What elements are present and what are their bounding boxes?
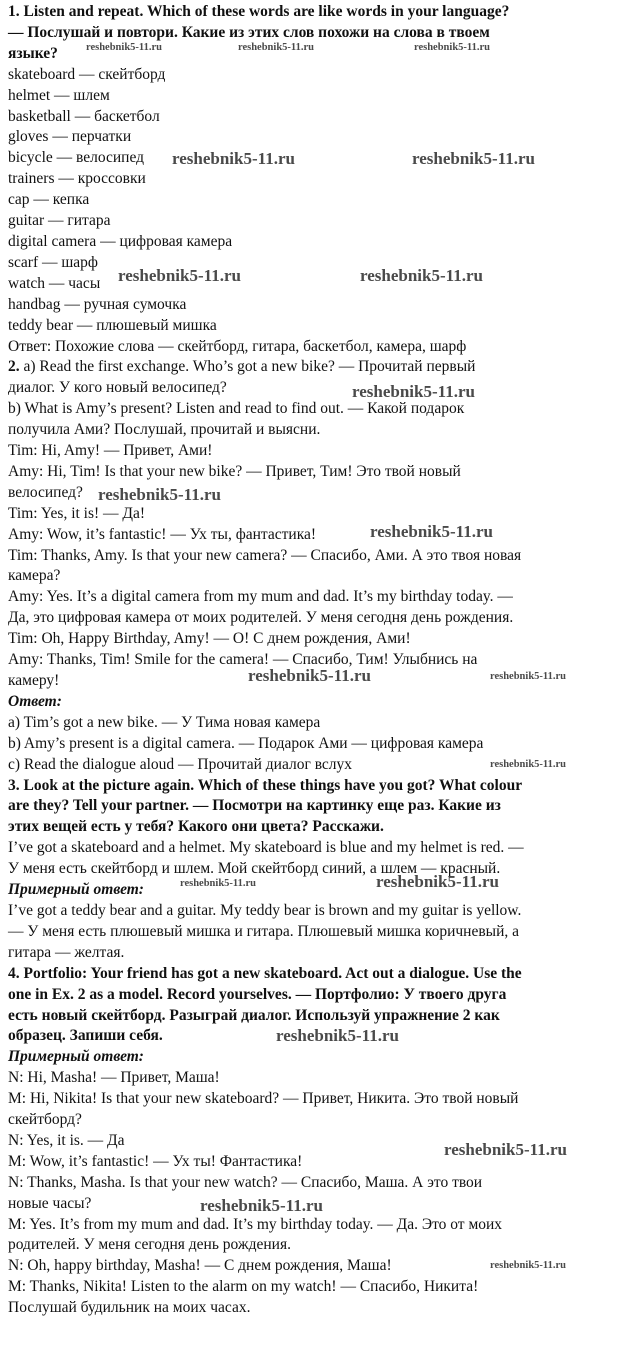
text-line: Примерный ответ: [8,1048,144,1066]
text-line: c) Read the dialogue aloud — Прочитай диалог вслух [8,755,353,773]
text-line: basketball — баскетбол [8,107,160,125]
text-line: handbag — ручная сумочка [8,295,187,313]
text-line: — Послушай и повтори. Какие из этих слов похожи на слова в твоем [8,23,490,41]
watermark: reshebnik5-11.ru [200,1196,323,1215]
text-line: M: Yes. It’s from my mum and dad. It’s my birthday today. — Да. Это от моих [8,1215,503,1233]
text-line: one in Ex. 2 as a model. Record yourselves. — Портфолио: У твоего друга [8,985,507,1003]
text-line: Послушай будильник на моих часах. [8,1299,251,1317]
watermark: reshebnik5-11.ru [248,666,371,685]
watermark: reshebnik5-11.ru [376,872,499,891]
text-line: M: Wow, it’s fantastic! — Ух ты! Фантастика! [8,1152,303,1170]
watermark: reshebnik5-11.ru [172,149,295,168]
text-line: Ответ: Похожие слова — скейтборд, гитара, баскетбол, камера, шарф [8,337,467,355]
text-line: b) Amy’s present is a digital camera. — Подарок Ами — цифровая камера [8,734,484,752]
watermark: reshebnik5-11.ru [490,1260,566,1271]
text-line: watch — часы [8,274,101,292]
text-line: Tim: Oh, Happy Birthday, Amy! — О! С днем рождения, Ами! [8,630,411,648]
text-line: получила Ами? Послушай, прочитай и выясни. [8,421,321,439]
text-line: N: Yes, it is. — Да [8,1131,125,1149]
text-line: a) Tim’s got a new bike. — У Тима новая камера [8,713,321,731]
text-line: helmet — шлем [8,86,110,104]
text-line: Да, это цифровая камера от моих родителей. У меня сегодня день рождения. [8,609,514,627]
text-line: новые часы? [8,1194,92,1212]
text-line: этих вещей есть у тебя? Какого они цвета? Расскажи. [8,818,384,836]
text-line: скейтборд? [8,1111,82,1129]
text-line: N: Oh, happy birthday, Masha! — С днем рождения, Маша! [8,1257,392,1275]
text-line: родителей. У меня сегодня день рождения. [8,1236,291,1254]
watermark: reshebnik5-11.ru [370,522,493,541]
watermark: reshebnik5-11.ru [360,266,483,285]
text-line: are they? Tell your partner. — Посмотри на картинку еще раз. Какие из [8,797,501,815]
text-line: 2. a) Read the first exchange. Who’s got a new bike? — Прочитай первый [8,358,476,376]
text-line: велосипед? [8,483,83,501]
text-line: Tim: Hi, Amy! — Привет, Ами! [8,442,213,460]
watermark: reshebnik5-11.ru [86,42,162,53]
watermark: reshebnik5-11.ru [444,1140,567,1159]
watermark: reshebnik5-11.ru [352,382,475,401]
exercise-number: 2. [8,358,20,376]
text-line: образец. Запиши себя. [8,1027,163,1045]
text-line: Tim: Yes, it is! — Да! [8,504,146,522]
text-line: — У меня есть плюшевый мишка и гитара. Плюшевый мишка коричневый, а [8,922,520,940]
watermark: reshebnik5-11.ru [238,42,314,53]
text-line: N: Thanks, Masha. Is that your new watch? — Спасибо, Маша. А это твои [8,1173,483,1191]
text-line: Amy: Wow, it’s fantastic! — Ух ты, фантастика! [8,525,317,543]
watermark: reshebnik5-11.ru [118,266,241,285]
watermark: reshebnik5-11.ru [490,759,566,770]
text-line: Amy: Thanks, Tim! Smile for the camera! — Спасибо, Тим! Улыбнись на [8,651,478,669]
text-line: 1. Listen and repeat. Which of these words are like words in your language? [8,3,510,20]
text-line: I’ve got a skateboard and a helmet. My skateboard is blue and my helmet is red. — [8,839,524,857]
text-line: skateboard — скейтборд [8,65,166,83]
text-line: есть новый скейтборд. Разыграй диалог. Используй упражнение 2 как [8,1006,500,1024]
document-text [8,2,616,1319]
text-line: teddy bear — плюшевый мишка [8,316,217,334]
text-line: gloves — перчатки [8,128,132,146]
text-line: Amy: Hi, Tim! Is that your new bike? — Привет, Тим! Это твой новый [8,462,461,480]
text-line: 4. Portfolio: Your friend has got a new skateboard. Act out a dialogue. Use the [8,964,522,982]
watermark: reshebnik5-11.ru [98,485,221,504]
text-line: M: Hi, Nikita! Is that your new skateboard? — Привет, Никита. Это твой новый [8,1090,519,1108]
text-line: guitar — гитара [8,212,111,230]
text-line: trainers — кроссовки [8,170,146,188]
text-line: digital camera — цифровая камера [8,232,233,250]
text-line: гитара — желтая. [8,943,125,961]
watermark: reshebnik5-11.ru [412,149,535,168]
watermark: reshebnik5-11.ru [490,671,566,682]
text-line: N: Hi, Masha! — Привет, Маша! [8,1069,220,1087]
text-line: языке? [8,44,58,62]
text-line: b) What is Amy’s present? Listen and read to find out. — Какой подарок [8,400,465,418]
watermark: reshebnik5-11.ru [180,878,256,889]
watermark: reshebnik5-11.ru [414,42,490,53]
text-line: 3. Look at the picture again. Which of these things have you got? What colour [8,776,523,794]
text-line: Примерный ответ: [8,881,144,899]
text-line: I’ve got a teddy bear and a guitar. My teddy bear is brown and my guitar is yellow. [8,901,522,919]
text-line: Ответ: [8,692,62,710]
text-line: scarf — шарф [8,253,98,271]
text-line: диалог. У кого новый велосипед? [8,379,227,397]
watermark: reshebnik5-11.ru [276,1026,399,1045]
text-line: Amy: Yes. It’s a digital camera from my mum and dad. It’s my birthday today. — [8,588,513,606]
text-line: cap — кепка [8,191,90,209]
text-line: камера? [8,567,61,585]
text-line: M: Thanks, Nikita! Listen to the alarm on my watch! — Спасибо, Никита! [8,1278,479,1296]
text-line: У меня есть скейтборд и шлем. Мой скейтборд синий, а шлем — красный. [8,860,501,878]
text-line: камеру! [8,672,60,689]
text-line: Tim: Thanks, Amy. Is that your new camera? — Спасибо, Ами. А это твоя новая [8,546,522,564]
text-line: bicycle — велосипед [8,149,145,167]
